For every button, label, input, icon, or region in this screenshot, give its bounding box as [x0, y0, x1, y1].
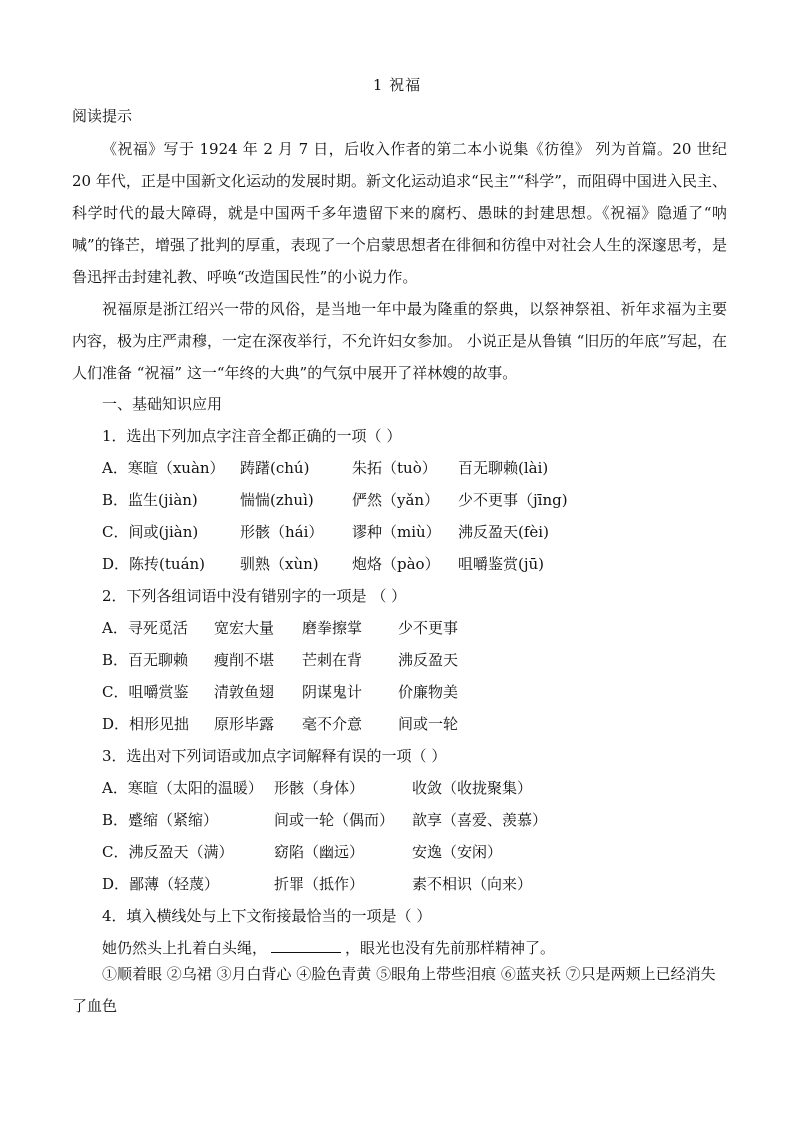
q2-d-4: 间或一轮 [398, 715, 459, 733]
q2-option-c [102, 681, 458, 702]
q2-c-3: 阴谋鬼计 [302, 683, 363, 701]
q3-option-d [102, 873, 532, 894]
q3-c-3: 安逸（安闲） [412, 843, 503, 861]
q2-option-d [102, 713, 458, 734]
q3-c-1: C．沸反盈天（满） [102, 843, 234, 861]
q1-b-4: 少不更事（jīng) [458, 491, 568, 509]
q2-c-4: 价廉物美 [398, 683, 459, 701]
q1-option-d [102, 553, 544, 574]
q1-c-2: 形骸（hái） [240, 523, 324, 541]
q2-option-b [102, 649, 458, 670]
q4-sentence [102, 937, 555, 958]
q4-answer-blank[interactable] [271, 938, 341, 953]
q2-b-2: 瘦削不堪 [214, 651, 275, 669]
q3-option-b [102, 809, 547, 830]
q1-b-1: B．监生(jiàn) [102, 491, 198, 509]
question-3-stem: 3．选出对下列词语或加点字词解释有误的一项（ ） [102, 747, 447, 765]
q3-a-3: 收敛（收拢聚集） [412, 779, 533, 797]
q3-d-1: D．鄙薄（轻蔑） [102, 875, 220, 893]
q1-a-2: 踌躇(chú) [240, 459, 310, 477]
question-2-stem: 2．下列各组词语中没有错别字的一项是 （ ） [102, 587, 407, 605]
q1-option-c [102, 521, 549, 542]
q2-a-1: A．寻死觅活 [102, 619, 188, 637]
q3-c-2: 窈陷（幽远） [274, 843, 365, 861]
q2-a-3: 磨拳擦掌 [302, 619, 363, 637]
q3-b-2: 间或一轮（偶而） [274, 811, 395, 829]
q4-options: ①顺着眼 ②乌裙 ③月白背心 ④脸色青黄 ⑤眼角上带些泪痕 ⑥蓝夹袄 ⑦只是两颊上已经消失了血色 [72, 965, 716, 1015]
q1-b-2: 惴惴(zhuì) [240, 491, 314, 509]
q2-c-1: C．咀嚼赏鉴 [102, 683, 189, 701]
q1-d-3: 炮烙（pào） [352, 555, 440, 573]
q2-option-a [102, 617, 458, 638]
q3-option-c [102, 841, 502, 862]
reading-hint-heading: 阅读提示 [72, 107, 133, 125]
q2-b-3: 芒刺在背 [302, 651, 363, 669]
q1-d-1: D．陈抟(tuán) [102, 555, 206, 573]
question-1-stem: 1．选出下列加点字注音全都正确的一项（ ） [102, 427, 402, 445]
q2-b-4: 沸反盈天 [398, 651, 459, 669]
q1-option-b [102, 489, 568, 510]
q2-b-1: B．百无聊赖 [102, 651, 189, 669]
q1-a-1: A．寒暄（xuàn） [102, 459, 225, 477]
section-heading: 一、基础知识应用 [102, 395, 223, 413]
q2-d-2: 原形毕露 [214, 715, 275, 733]
intro-paragraph-1: 《祝福》写于 1924 年 2 月 7 日，后收入作者的第二本小说集《彷徨》 列为首篇。20 世纪 20 年代，正是中国新文化运动的发展时期。新文化运动追求“民主”“科学”，而阻碍中国进入民主、科学时代的最大障碍，就是中国两千多年遗留下来的腐朽、愚昧的封建思想。《祝福》隐遁了“呐喊”的锋芒，增强了批判的厚重，表现了一个启蒙思想者在徘徊和彷徨中对社会人生的深邃思考，是鲁迅抨击封建礼教、呼唤“改造国民性”的小说力作。 [72, 140, 727, 286]
intro-paragraph-2: 祝福原是浙江绍兴一带的风俗，是当地一年中最为隆重的祭典，以祭神祭祖、祈年求福为主要内容，极为庄严肃穆，一定在深夜举行，不允许妇女参加。 小说正是从鲁镇 “旧历的年底”写起，在人们准备 “祝福” 这一“年终的大典”的气氛中展开了祥林嫂的故事。 [72, 300, 727, 382]
q1-option-a [102, 457, 548, 478]
q1-d-2: 驯熟（xùn) [240, 555, 319, 573]
q2-d-1: D．相形见拙 [102, 715, 190, 733]
q1-c-1: C．间或(jiàn) [102, 523, 199, 541]
q2-c-2: 清敦鱼翅 [214, 683, 275, 701]
q4-sentence-part-a: 她仍然头上扎着白头绳， [102, 939, 268, 957]
q1-b-3: 俨然（yǎn） [352, 491, 440, 509]
q2-a-4: 少不更事 [398, 619, 459, 637]
q3-option-a [102, 777, 532, 798]
q4-sentence-part-b: ，眼光也没有先前那样精神了。 [345, 939, 556, 957]
q2-a-2: 宽宏大量 [214, 619, 275, 637]
q1-a-4: 百无聊赖(lài) [458, 459, 549, 477]
q1-d-4: 咀嚼鉴赏(jū) [458, 555, 545, 573]
q1-a-3: 朱拓（tuò） [352, 459, 437, 477]
lesson-title: 1 祝福 [372, 76, 422, 94]
q3-d-3: 素不相识（向来） [412, 875, 533, 893]
q3-b-3: 歆享（喜爱、羡慕） [412, 811, 548, 829]
q3-a-1: A．寒暄（太阳的温暖） [102, 779, 263, 797]
question-4-stem: 4．填入横线处与上下文衔接最恰当的一项是（ ） [102, 907, 432, 925]
q3-b-1: B．蹙缩（紧缩） [102, 811, 219, 829]
q2-d-3: 毫不介意 [302, 715, 363, 733]
q1-c-4: 沸反盈天(fèi) [458, 523, 549, 541]
q1-c-3: 谬种（miù） [352, 523, 441, 541]
q3-a-2: 形骸（身体） [274, 779, 365, 797]
q3-d-2: 折罪（抵作） [274, 875, 365, 893]
